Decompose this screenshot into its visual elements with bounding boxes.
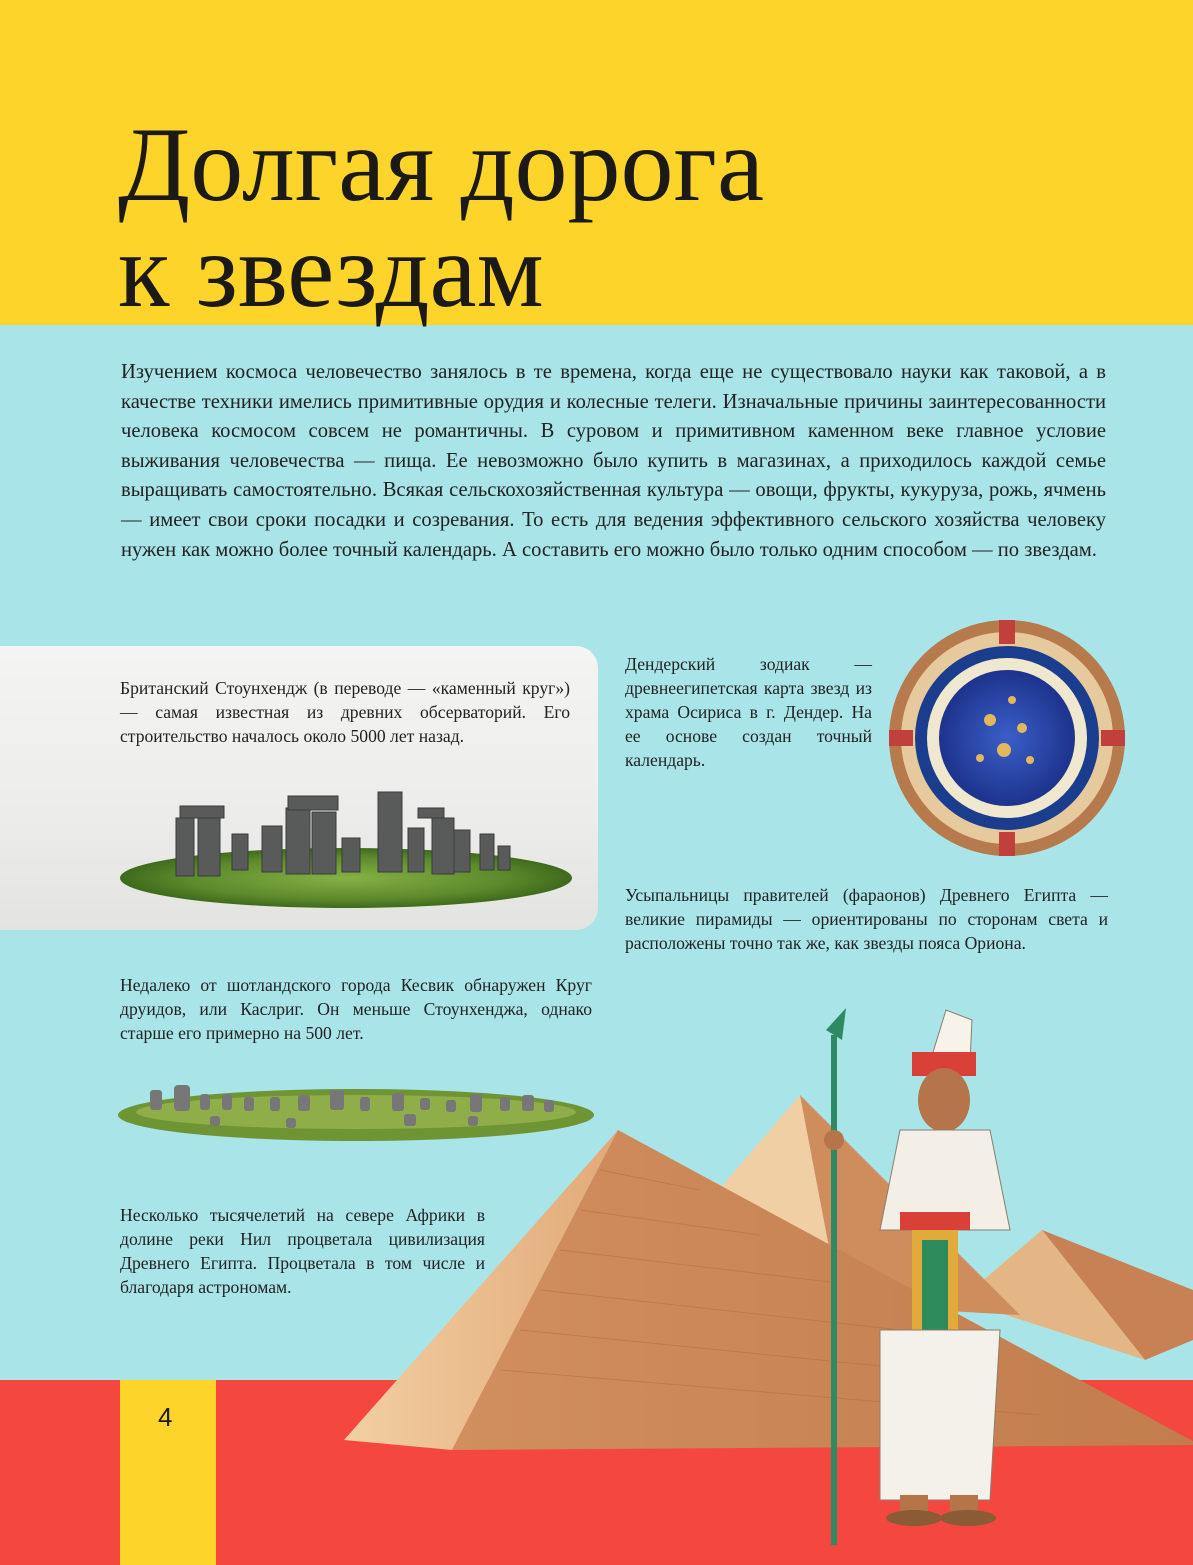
stonehenge-illustration xyxy=(120,792,572,908)
caption-castlerigg: Недалеко от шотландского города Кесвик обнаружен Круг друидов, или Каслриг. Он меньше Стоунхенджа, однако старше его примерно на 500 лет. xyxy=(120,975,592,1043)
dendera-zodiac-illustration xyxy=(889,620,1125,856)
title-line-2: к звездам xyxy=(118,212,544,329)
caption-egypt: Несколько тысячелетий на севере Африки в долине реки Нил процветала цивилизация Древнего Египта. Процветала в том числе и благодаря астрономам. xyxy=(120,1205,485,1297)
castlerigg-illustration xyxy=(118,1085,594,1141)
intro-paragraph: Изучением космоса человечество занялось в те времена, когда еще не существовало науки как таковой, а в качестве техники имелись примитивные орудия и колесные телеги. Изначальные причины заинтересованности человека космосом совсем не романтичны. В суровом и примитивном каменном веке главное условие выживания человечества — пища. Ее невозможно было купить в магазинах, а приходилось каждой семье выращивать самостоятельно. Всякая сельскохозяйственная культура — овощи, фрукты, кукуруза, рожь, ячмень — имеет свои сроки посадки и созревания. То есть для ведения эффективного сельского хозяйства человеку нужен как можно более точный календарь. А составить его можно было только одним способом — по звездам. xyxy=(121,361,1106,561)
title-line-1: Долгая дорога xyxy=(118,106,765,223)
caption-pyramids: Усыпальницы правителей (фараонов) Древнего Египта — великие пирамиды — ориентированы по сторонам света и расположены точно так же, как звезды пояса Ориона. xyxy=(625,885,1108,953)
caption-dendera: Дендерский зодиак — древнеегипетская карта звезд из храма Осириса в г. Дендер. На ее основе создан точный календарь. xyxy=(625,654,872,770)
page-number: 4 xyxy=(158,1402,173,1432)
caption-stonehenge: Британский Стоунхендж (в переводе — «каменный круг») — самая известная из древних обсерваторий. Его строительство началось около 5000 лет назад. xyxy=(120,678,570,746)
